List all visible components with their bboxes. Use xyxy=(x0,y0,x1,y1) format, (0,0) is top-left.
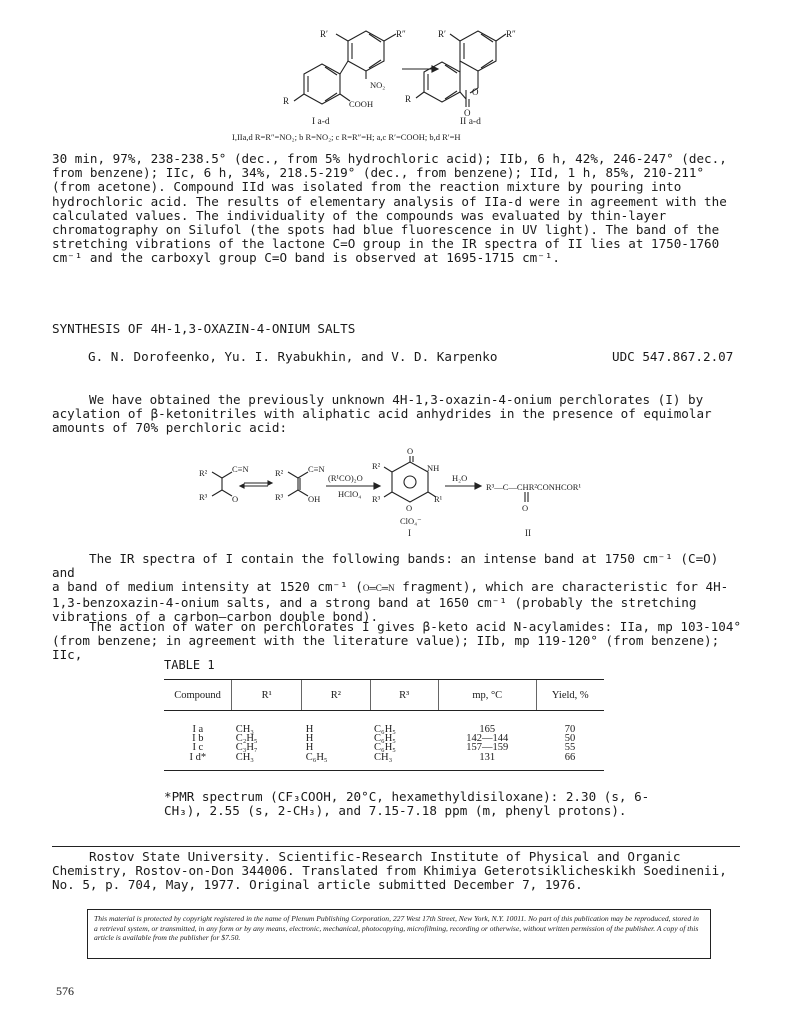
paragraph-1: 30 min, 97%, 238-238.5° (dec., from 5% hydrochloric acid); IIb, 6 h, 42%, 246-247° (dec., from benzene); IIc, 6 h, 34%, 218.5-219° (dec., from benzene); IId, 1 h, 85%, 210-211° (from acetone). Compound IId was isolated from the reaction mixture by pouring into hydrochloric acid. The results of elementary analysis of IIa-d were in agreement with the calculated values. The individuality of the compounds was evaluated by thin-layer chromatography on Silufol (the spots had blue fluorescence in UV light). The band of the stretching vibrations of the lactone C=O group in the IR spectra of II lies at 1750-1760 cm⁻¹ and the carboxyl group C=O band is observed at 1695-1715 cm⁻¹. xyxy=(52,151,727,266)
header-yield: Yield, % xyxy=(536,680,604,711)
compound-label-right: II a-d xyxy=(460,117,481,127)
affiliation-block: Rostov State University. Scientific-Research Institute of Physical and Organic Chemistry, Rostov-on-Don 344006. Translated from Khimiya Geterotsiklicheskikh Soedinenii, No. 5, p. 704, May, 1977. Original article submitted December 7, 1976. xyxy=(52,849,727,893)
ring-o-label: O xyxy=(472,87,479,97)
nh-label-c: NH xyxy=(427,463,440,473)
copyright-notice: This material is protected by copyright registered in the name of Plenum Publishing Corporation, 227 West 17th Street, New York, N.Y. 10011. No part of this publication may be reproduced, stored in a retrieval system, or transmitted, in any form or by any means, electronic, mechanical, photocopying, microfilming, recording or otherwise, without written permission of the publisher. A copy of this article is available from the publisher for $7.50. xyxy=(87,909,711,959)
o-label-c: O xyxy=(407,446,414,456)
table-row: I a CH₃ H C₆H₅ 165 70 xyxy=(192,724,576,735)
r2-left-label: R″ xyxy=(396,29,406,39)
table-footnote: *PMR spectrum (CF₃COOH, 20°C, hexamethyldisiloxane): 2.30 (s, 6-CH₃), 2.55 (s, 2-CH₃), and 7.15-7.18 ppm (m, phenyl protons). xyxy=(164,789,650,819)
r2-right-label: R″ xyxy=(506,29,516,39)
r1-left-label: R′ xyxy=(320,29,328,39)
r3-label-a: R³ xyxy=(199,492,208,502)
header-compound: Compound xyxy=(164,680,232,711)
r2-label-b: R² xyxy=(275,468,284,478)
r2-label-a: R² xyxy=(199,468,208,478)
data-table xyxy=(164,679,604,771)
header-r3: R³ xyxy=(370,680,438,711)
oconn-fragment: O═C═N xyxy=(362,583,395,594)
oh-label-b: OH xyxy=(308,494,321,504)
r1-right-label: R′ xyxy=(438,29,446,39)
article-authors: G. N. Dorofeenko, Yu. I. Ryabukhin, and V. D. Karpenko xyxy=(88,349,498,364)
r3-label-c: R³ xyxy=(372,494,381,504)
perchlorate-label: ClO₄⁻ xyxy=(400,516,422,526)
cn-label-a: C≡N xyxy=(232,464,249,474)
no2-label: NO₂ xyxy=(370,80,386,90)
affiliation-divider xyxy=(52,846,740,847)
header-r2: R² xyxy=(302,680,370,711)
page-number: 576 xyxy=(56,984,74,998)
cooh-label: COOH xyxy=(349,99,374,109)
r-right-label: R xyxy=(405,94,412,104)
cn-label-b: C≡N xyxy=(308,464,325,474)
article-title: SYNTHESIS OF 4H-1,3-OXAZIN-4-ONIUM SALTS xyxy=(52,321,356,336)
udc-code: UDC 547.867.2.07 xyxy=(612,349,734,364)
o-label-a: O xyxy=(232,494,239,504)
header-r1: R¹ xyxy=(232,680,302,711)
compound-i-label: I xyxy=(408,528,411,538)
product-formula: R³—C—CHR²CONHCOR¹ xyxy=(486,482,582,492)
compound-label-left: I a-d xyxy=(312,117,330,127)
paragraph-3: The IR spectra of I contain the following bands: an intense band at 1750 cm⁻¹ (C=O) and a band of medium intensity at 1520 cm⁻¹ (O═C═N fragment), which are characteristic for 4H- 1,3-benzoxazin-4-onium salts, and a strong band at 1650 cm⁻¹ (probably the stretching vibrations of a carbon—carbon double bond). xyxy=(52,551,729,624)
header-mp: mp, °C xyxy=(438,680,536,711)
table-row: I b C₂H₅ H C₆H₅ 142—144 50 xyxy=(192,733,576,745)
r2-label-c: R² xyxy=(372,461,381,471)
compound-ii-label: II xyxy=(525,528,531,538)
product-o-label: O xyxy=(522,503,529,513)
r3-label-b: R³ xyxy=(275,492,284,502)
table-caption: TABLE 1 xyxy=(164,658,215,672)
r-left-label: R xyxy=(283,96,290,106)
paragraph-2: We have obtained the previously unknown 4H-1,3-oxazin-4-onium perchlorates (I) by acylation of β-ketonitriles with aliphatic acid anhydrides in the presence of equimolar amounts of 70% perchloric acid: xyxy=(52,392,712,436)
ring-o-label-c: O xyxy=(406,503,413,513)
reagent-top: (R¹CO)₂O xyxy=(328,473,363,483)
carbonyl-o-label: O xyxy=(464,108,471,118)
water-label: H₂O xyxy=(452,473,468,483)
table-row: I d* CH₃ C₆H₅ CH₃ 131 66 xyxy=(164,753,604,771)
reagent-bottom: HClO₄ xyxy=(338,489,362,499)
scheme-1-structures xyxy=(0,0,796,140)
scheme-2-structures xyxy=(0,446,796,540)
r1-label-c: R¹ xyxy=(434,494,443,504)
paragraph-4: The action of water on perchlorates I gives β-keto acid N-acylamides: IIa, mp 103-104° (from benzene; in agreement with the literature value); IIb, mp 119-120° (from benzene); IIc, xyxy=(52,619,742,663)
table-row: I c C₃H₇ H C₆H₅ 157—159 55 xyxy=(192,742,576,754)
scheme-1-legend: I,IIa,d R=R″=NO₂; b R=NO₂; c R=R″=H; a,c R′=COOH; b,d R′=H xyxy=(232,132,461,142)
